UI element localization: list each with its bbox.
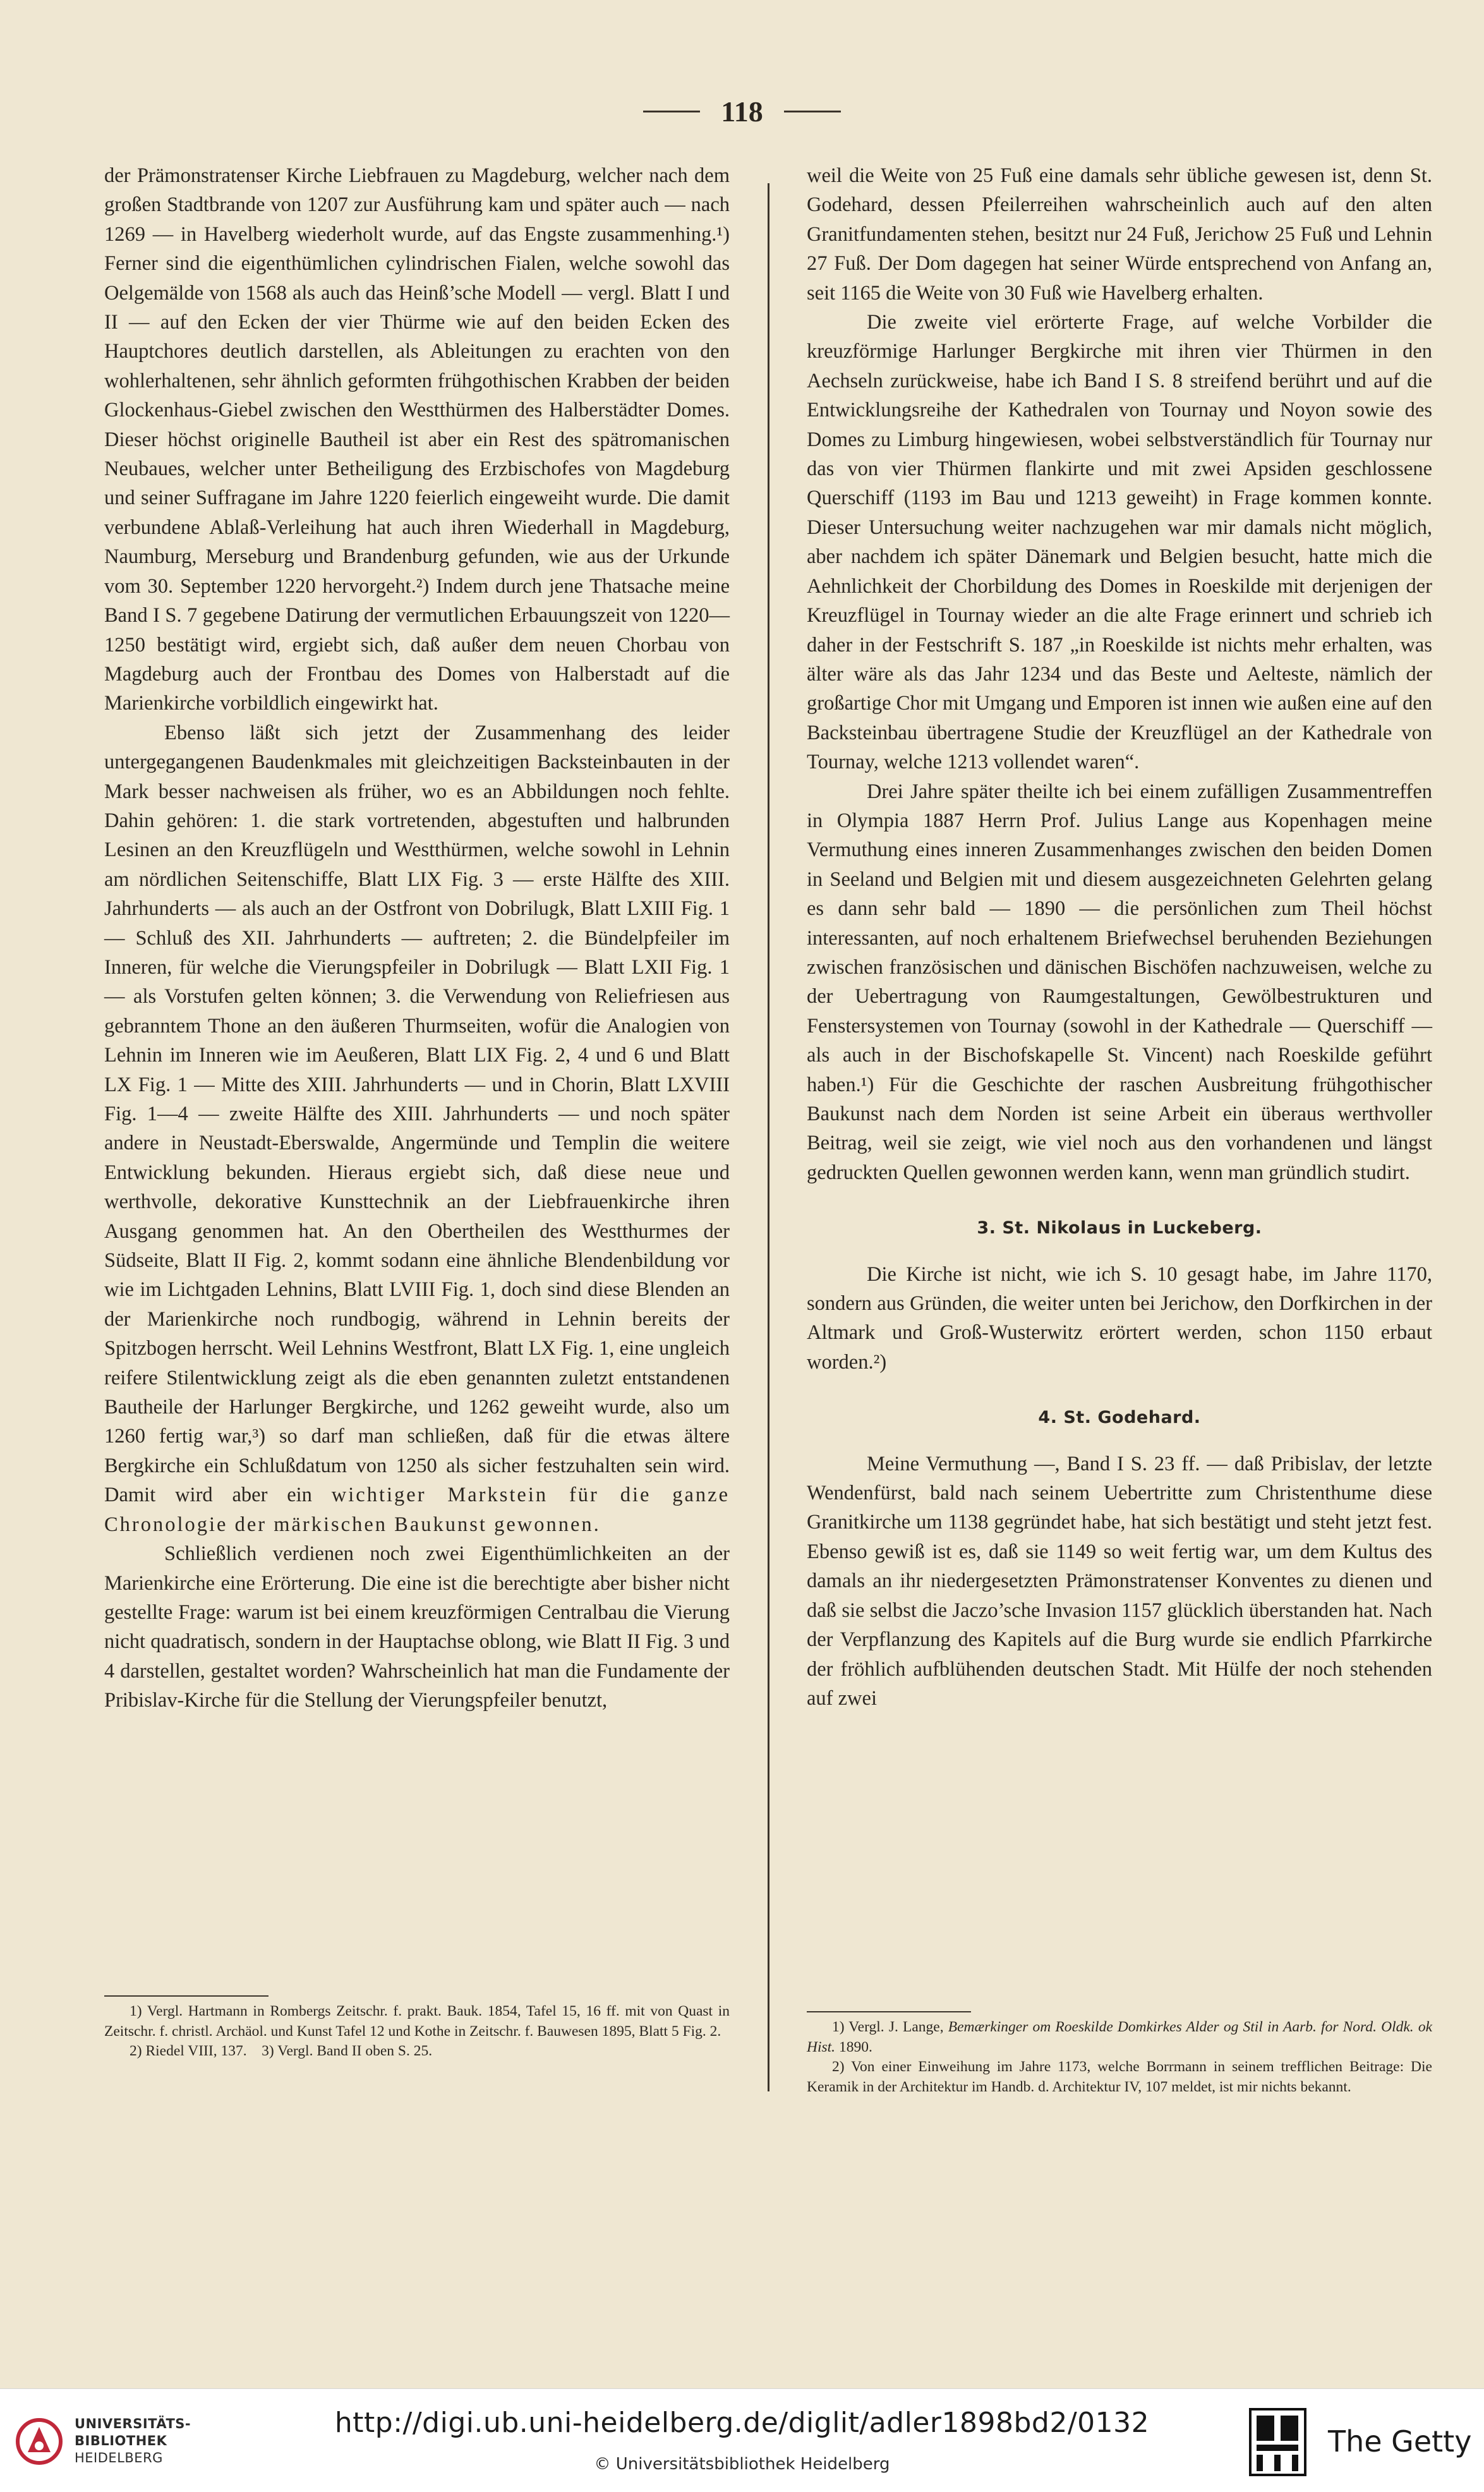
getty-partner-name[interactable]: The Getty xyxy=(1328,2424,1472,2459)
header-rule-right xyxy=(784,111,841,112)
section-4-text: Meine Vermuthung —, Band I S. 23 ff. — daß Pribislav, der letzte Wendenfürst, bald nach seinem Uebertritte zum Christenthume diese Granitkirche um 1138 gegründet habe, hat sich bestätigt und steht jetzt fest. Ebenso gewiß ist es, daß sie 1149 so weit fertig war, um dem Kultus des damals an ihr niedergesetzten Prämonstratenser Konventes zu dienen und daß sie selbst die Jaczo’sche Invasion 1157 glücklich überstanden hat. Nach der Verpflanzung des Kapitels auf die Burg wurde sie endlich Pfarrkirche der fröhlich aufblühenden deutschen Stadt. Mit Hülfe der noch stehenden auf zwei xyxy=(807,1452,1432,1710)
footnote-left-1: 1) Vergl. Hartmann in Rombergs Zeitschr. f. prakt. Bauk. 1854, Tafel 15, 16 ff. mit von Quast in Zeitschr. f. christl. Archäol. und Kunst Tafel 12 und Kothe in Zeitschr. f. Bauwesen 1895, Blatt 5 Fig. 2. xyxy=(104,2003,730,2040)
section-3-text: Die Kirche ist nicht, wie ich S. 10 gesagt habe, im Jahre 1170, sondern aus Gründen, die weiter unten bei Jerichow, den Dorfkirchen in der Altmark und Groß-Wusterwitz erörtert werden, schon 1150 erbaut worden.²) xyxy=(807,1262,1432,1374)
footnote-right-1-suffix: 1890. xyxy=(835,2038,872,2055)
viewer-footer xyxy=(0,2388,1484,2492)
footnotes-right xyxy=(807,2017,1432,2097)
footnote-rule-right xyxy=(807,2011,971,2012)
getty-logo-icon xyxy=(1248,2407,1308,2477)
left-paragraph-2 xyxy=(104,718,730,1539)
institution-line-3: HEIDELBERG xyxy=(75,2450,163,2465)
left-column xyxy=(104,161,730,1715)
permalink-url[interactable]: http://digi.ub.uni-heidelberg.de/diglit/adler1898bd2/0132 xyxy=(334,2407,1150,2439)
right-paragraph-3: Drei Jahre später theilte ich bei einem zufälligen Zusammentreffen in Olympia 1887 Herrn Prof. Julius Lange aus Kopenhagen meine Vermuthung eines inneren Zusammenhanges zwischen den beiden Domen in Seeland und Belgien mit und diesem ausgezeichneten Gelehrten gelang es dann sehr bald — 1890 — die persönlichen zum Theil höchst interessanten, auf noch erhaltenem Briefwechsel beruhenden Beziehungen zwischen französischen und dänischen Bischöfen nachzuweisen, welche zu der Uebertragung von Raumgestaltungen, Gewölbestrukturen und Fenstersystemen von Tournay (sowohl in der Kathedrale — Querschiff — als auch in der Bischofskapelle St. Vincent) nach Roeskilde geführt haben.¹) Für die Geschichte der raschen Ausbreitung frühgothischer Baukunst nach dem Norden ist seine Arbeit ein überaus werthvoller Beitrag, weil sie zeigt, wie viel noch aus den vorhandenen und längst gedruckten Quellen gewonnen werden kann, wenn man gründlich studirt. xyxy=(807,780,1432,1184)
left-paragraph-3: Schließlich verdienen noch zwei Eigenthümlichkeiten an der Marienkirche eine Erörterung. Die eine ist die berechtigte aber bisher nicht gestellte Frage: warum ist bei einem kreuzförmigen Centralbau die Vierung nicht quadratisch, sondern in der Hauptachse oblong, wie Blatt II Fig. 3 und 4 darstellen, gestaltet worden? Wahrscheinlich hat man die Fundamente der Pribislav-Kirche für die Stellung der Vierungspfeiler benutzt, xyxy=(104,1542,730,1712)
institution-line-2: BIBLIOTHEK xyxy=(75,2433,167,2448)
left-paragraph-2-text: Ebenso läßt sich jetzt der Zusammenhang des leider untergegangenen Baudenkmales mit gleichzeitigen Backsteinbauten in der Mark besser nachweisen als früher, wo es an Abbildungen noch fehlte. Dahin gehören: 1. die stark vortretenden, abgestuften und halbrunden Lesinen an den Kreuzflügeln und Westthürmen, welche sowohl in Lehnin am nördlichen Seitenschiffe, Blatt LIX Fig. 3 — erste Hälfte des XIII. Jahrhunderts — als auch an der Ostfront von Dobrilugk, Blatt LXIII Fig. 1 — Schluß des XII. Jahrhunderts — auftreten; 2. die Bündelpfeiler im Inneren, für welche die Vierungspfeiler in Dobrilugk — Blatt LXII Fig. 1 — als Vorstufen gelten können; 3. die Verwendung von Reliefriesen aus gebranntem Thone an den äußeren Thurmseiten, wofür die Analogien von Lehnin im Inneren wie im Aeußeren, Blatt LIX Fig. 2, 4 und 6 und Blatt LX Fig. 1 — Mitte des XIII. Jahrhunderts — und in Chorin, Blatt LXVIII Fig. 1—4 — zweite Hälfte des XIII. Jahrhunderts — und noch später andere in Neustadt-Eberswalde, Angermünde und Templin die weitere Entwicklung bekunden. Hieraus ergiebt sich, daß diese neue und werthvolle, dekorative Kunsttechnik an der Liebfrauenkirche ihren Ausgang genommen hat. An den Obertheilen des Westthurmes der Südseite, Blatt II Fig. 2, kommt sodann eine ähnliche Blendenbildung vor wie im Lichtgaden Lehnins, Blatt LVIII Fig. 1, doch sind diese Blenden an der Marienkirche noch rundbogig, während in Lehnin bereits der Spitzbogen herrscht. Weil Lehnins Westfront, Blatt LX Fig. 1, eine ungleich reifere Stilentwicklung zeigt als die eben genannten zuletzt entstandenen Bautheile der Harlunger Bergkirche, und 1262 geweiht wurde, also um 1260 fertig war,³) so darf man schließen, daß für die etwas ältere Bergkirche ein Schlußdatum von 1250 als sicher festzuhalten sein wird. Damit wird aber ein xyxy=(104,721,730,1507)
header-rule-left xyxy=(643,111,700,112)
page-header xyxy=(0,95,1484,128)
section-heading-3: 3. St. Nikolaus in Luckeberg. xyxy=(977,1218,1262,1238)
left-spaced-emphasis: wichtiger Markstein für die ganze Chronologie der märkischen Baukunst gewonnen. xyxy=(104,1484,730,1536)
right-column xyxy=(807,161,1432,1713)
footnote-right-1-title: Bemærkinger om Roeskilde Domkirkes Alder og Stil in Aarb. for Nord. Oldk. ok Hist. xyxy=(807,2019,1432,2055)
section-heading-4: 4. St. Godehard. xyxy=(1038,1408,1201,1428)
institution-line-1: UNIVERSITÄTS- xyxy=(75,2416,191,2431)
footnote-right-2: 2) Von einer Einweihung im Jahre 1173, welche Borrmann in seinem trefflichen Beitrage: Die Keramik in der Architektur im Handb. d. Architektur IV, 107 meldet, ist mir nichts bekannt. xyxy=(807,2059,1432,2095)
footnote-right-1 xyxy=(807,2017,1432,2057)
right-paragraph-1: weil die Weite von 25 Fuß eine damals sehr übliche gewesen ist, denn St. Godehard, dessen Pfeilerreihen wahrscheinlich auch auf den alten Granitfundamenten stehen, besitzt nur 24 Fuß, Jerichow 25 Fuß und Lehnin 27 Fuß. Der Dom dagegen hat seiner Würde entsprechend von Anfang an, seit 1165 die Weite von 30 Fuß wie Havelberg erhalten. xyxy=(807,164,1432,305)
right-paragraph-2: Die zweite viel erörterte Frage, auf welche Vorbilder die kreuzförmige Harlunger Bergkirche mit ihren vier Thürmen in den Aechseln zurückweise, habe ich Band I S. 8 streifend berührt und auf die Entwicklungsreihe der Kathedralen von Tournay und Noyon sowie des Domes zu Limburg hingewiesen, wobei selbstverständlich für Tournay nur das von vier Thürmen flankirte und mit zwei Apsiden geschlossene Querschiff (1193 im Bau und 1213 geweiht) in Frage kommen konnte. Dieser Untersuchung weiter nachzugehen war mir damals nicht möglich, aber nachdem ich später Dänemark und Belgien besucht, hatte mich die Aehnlichkeit der Chorbildung des Domes in Roeskilde mit derjenigen der Kreuzflügel in Tournay wieder an die alte Frage erinnert und schrieb ich daher in der Festschrift S. 187 „in Roeskilde ist nichts mehr erhalten, was älter wäre als das Jahr 1234 und das Beste und Aelteste, nämlich der großartige Chor mit Umgang und Emporen ist innen wie außen eine auf den Backsteinbau übertragene Studie der Kreuzflügel an der Kathedrale von Tournay, welche 1213 vollendet waren“. xyxy=(807,311,1432,774)
footnotes-left xyxy=(104,2002,730,2062)
footnote-left-2: 2) Riedel VIII, 137. 3) Vergl. Band II oben S. 25. xyxy=(130,2043,433,2059)
left-paragraph-1: der Prämonstratenser Kirche Liebfrauen zu Magdeburg, welcher nach dem großen Stadtbrande von 1207 zur Ausführung kam und später auch — nach 1269 — in Havelberg wiederholt wurde, auf das Engste zusammenhing.¹) Ferner sind die eigenthümlichen cylindrischen Fialen, welche sowohl das Oelgemälde von 1568 als auch das Heinß’sche Modell — vergl. Blatt I und II — auf den Ecken der vier Thürme wie auf den beiden Ecken des Hauptchores deutlich darstellen, als Ableitungen zu erachten von den wohlerhaltenen, sehr ähnlich geformten frühgothischen Krabben der beiden Glockenhaus-Giebel zwischen den Westthürmen des Halberstädter Domes. Dieser höchst originelle Bautheil ist aber ein Rest des spätromanischen Neubaues, welcher unter Betheiligung des Erzbischofes von Magdeburg und seiner Suffragane im Jahre 1220 feierlich eingeweiht wurde. Die damit verbundene Ablaß-Verleihung hat auch ihren Wiederhall in Magdeburg, Naumburg, Merseburg und Brandenburg gefunden, wie aus der Urkunde vom 30. September 1220 hervorgeht.²) Indem durch jene Thatsache meine Band I S. 7 gegebene Datirung der vermutlichen Erbauungszeit von 1220—1250 bestätigt wird, ergiebt sich, daß außer dem neuen Chorbau von Magdeburg auch der Frontbau des Domes von Halberstadt auf die Marienkirche vorbildlich eingewirkt hat. xyxy=(104,164,730,715)
page-number: 118 xyxy=(721,95,763,128)
copyright-notice: © Universitätsbibliothek Heidelberg xyxy=(594,2455,890,2474)
footnote-right-1-prefix: 1) Vergl. J. Lange, xyxy=(832,2019,948,2035)
column-separator xyxy=(768,183,769,2091)
footnote-rule-left xyxy=(104,1995,268,1997)
